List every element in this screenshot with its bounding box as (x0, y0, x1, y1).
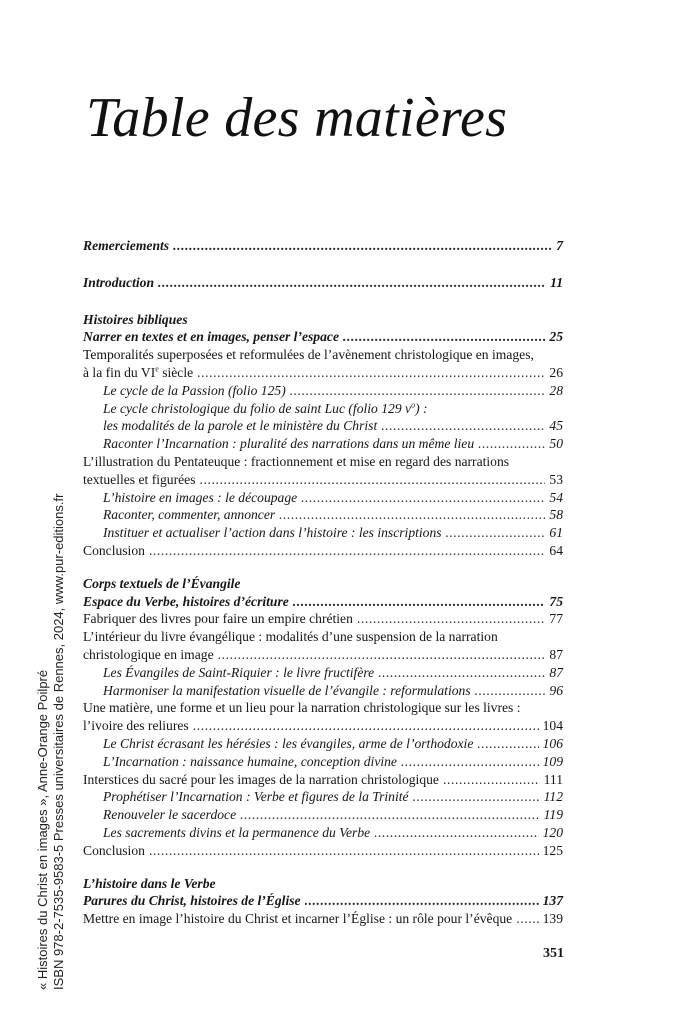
toc-chapter[interactable] (83, 328, 563, 346)
page-title: Table des matières (86, 87, 508, 149)
dot-leader (378, 664, 545, 682)
toc-entry-introduction[interactable] (83, 274, 563, 292)
toc-entry-label: Narrer en textes et en images, penser l’espace (83, 329, 339, 345)
page-number: 351 (543, 946, 564, 961)
toc-section[interactable] (83, 771, 563, 789)
toc-page-number: 104 (542, 718, 563, 734)
toc-entry-label: Parures du Christ, histoires de l’Église (83, 893, 301, 909)
toc-section-line1: L’intérieur du livre évangélique : modalités d’une suspension de la narration (83, 629, 498, 645)
dot-leader (158, 274, 546, 292)
toc-entry-label: à la fin du VIe siècle (83, 364, 194, 380)
toc-section-line1: Temporalités superposées et reformulées de l’avènement christologique en images, (83, 347, 534, 363)
toc-section[interactable] (83, 610, 563, 628)
toc-page-number: 26 (549, 364, 563, 380)
toc-page-number: 87 (549, 664, 563, 680)
dot-leader (293, 593, 546, 611)
dot-leader (516, 910, 538, 928)
toc-section[interactable] (83, 364, 563, 382)
part-heading: Corps textuels de l’Évangile (83, 575, 241, 591)
toc-chapter[interactable] (83, 892, 563, 910)
toc-subsection[interactable] (83, 664, 563, 682)
dot-leader (374, 824, 538, 842)
toc-entry-label: Introduction (83, 274, 155, 290)
dot-leader (443, 771, 540, 789)
toc-entry-label: Conclusion (83, 842, 145, 858)
toc-subsection[interactable] (83, 806, 563, 824)
toc-subsection[interactable] (83, 824, 563, 842)
toc-page-number: 111 (543, 771, 563, 787)
dot-leader (197, 364, 545, 382)
toc-entry-label: Prophétiser l’Incarnation : Verbe et figures de la Trinité (103, 789, 409, 805)
dot-leader (478, 435, 545, 453)
toc-entry-label: Interstices du sacré pour les images de la narration christologique (83, 771, 439, 787)
toc-section[interactable] (83, 717, 563, 735)
toc-conclusion[interactable] (83, 542, 563, 560)
toc-subsection[interactable] (83, 753, 563, 771)
part-heading: Histoires bibliques (83, 311, 188, 327)
toc-page-number: 112 (543, 789, 563, 805)
toc-entry-label: textuelles et figurées (83, 471, 196, 487)
toc-subsection[interactable] (83, 682, 563, 700)
dot-leader (446, 524, 546, 542)
dot-leader (301, 489, 545, 507)
toc-entry-label: Conclusion (83, 542, 145, 558)
toc-page-number: 53 (549, 471, 563, 487)
dot-leader (193, 717, 539, 735)
dot-leader (290, 382, 546, 400)
toc-entry-label: christologique en image (83, 646, 214, 662)
dot-leader (173, 237, 552, 255)
dot-leader (475, 682, 546, 700)
toc-section[interactable] (83, 471, 563, 489)
toc-entry-label: Instituer et actualiser l’action dans l’histoire : les inscriptions (103, 525, 442, 541)
dot-leader (149, 842, 539, 860)
toc-page-number: 75 (549, 593, 563, 609)
dot-leader (149, 542, 545, 560)
toc-page-number: 77 (549, 611, 563, 627)
toc-page-number: 106 (542, 735, 563, 751)
toc-entry-label: Raconter l’Incarnation : pluralité des narrations dans un même lieu (103, 436, 475, 452)
isbn-publisher-line: ISBN 978-2-7535-9583-5 Presses universitaires de Rennes, 2024, www.pur-editions.fr (51, 493, 66, 990)
toc-page-number: 137 (542, 893, 563, 909)
toc-entry-remerciements[interactable] (83, 237, 563, 255)
toc-page-number: 45 (549, 418, 563, 434)
toc-subsection[interactable] (83, 435, 563, 453)
book-author-line: « Histoires du Christ en images », Anne-Orange Poilpré (35, 669, 50, 990)
toc-entry-label: Remerciements (83, 238, 170, 253)
table-of-contents (83, 237, 563, 928)
toc-page-number: 125 (542, 842, 563, 858)
toc-page-number: 87 (549, 646, 563, 662)
toc-entry-label: Fabriquer des livres pour faire un empire chrétien (83, 611, 353, 627)
toc-page-number: 11 (550, 274, 563, 290)
dot-leader (477, 735, 538, 753)
toc-page-number: 139 (542, 911, 563, 927)
toc-entry-label: Le Christ écrasant les hérésies : les évangiles, arme de l’orthodoxie (103, 735, 474, 751)
toc-page-number: 54 (549, 489, 563, 505)
toc-section[interactable] (83, 646, 563, 664)
toc-page-number: 109 (542, 753, 563, 769)
toc-subsection[interactable] (83, 382, 563, 400)
toc-subsection-line1: Le cycle christologique du folio de saint Luc (folio 129 $v^o$) : (103, 400, 428, 416)
toc-entry-label: Les Évangiles de Saint-Riquier : le livre fructifère (103, 664, 375, 680)
dot-leader (279, 506, 545, 524)
toc-page-number: 58 (549, 507, 563, 523)
dot-leader (305, 892, 539, 910)
dot-leader (401, 753, 539, 771)
toc-page-number: 25 (549, 329, 563, 345)
toc-entry-label: L’histoire en images : le découpage (103, 489, 298, 505)
toc-entry-label: L’Incarnation : naissance humaine, conception divine (103, 753, 397, 769)
toc-entry-label: Mettre en image l’histoire du Christ et incarner l’Église : un rôle pour l’évêque (83, 911, 513, 927)
toc-page-number: 120 (542, 824, 563, 840)
toc-section-line1: L’illustration du Pentateuque : fractionnement et mise en regard des narrations (83, 453, 510, 469)
toc-entry-label: Espace du Verbe, histoires d’écriture (83, 593, 289, 609)
toc-entry-label: l’ivoire des reliures (83, 718, 189, 734)
part-heading: L’histoire dans le Verbe (83, 875, 216, 891)
toc-entry-label: Le cycle de la Passion (folio 125) (103, 382, 286, 398)
toc-entry-label: les modalités de la parole et le ministère du Christ (103, 418, 378, 434)
toc-subsection[interactable] (83, 489, 563, 507)
toc-page-number: 28 (549, 382, 563, 398)
toc-subsection[interactable] (83, 735, 563, 753)
toc-entry-label: Raconter, commenter, annoncer (103, 507, 276, 523)
toc-subsection[interactable] (83, 417, 563, 435)
toc-subsection[interactable] (83, 506, 563, 524)
dot-leader (357, 610, 546, 628)
dot-leader (199, 471, 545, 489)
toc-subsection[interactable] (83, 524, 563, 542)
dot-leader (343, 328, 545, 346)
toc-entry-label: Les sacrements divins et la permanence du Verbe (103, 824, 371, 840)
dot-leader (381, 417, 545, 435)
toc-chapter[interactable] (83, 593, 563, 611)
toc-section-line1: Une matière, une forme et un lieu pour la narration christologique sur les livres : (83, 700, 521, 716)
toc-page-number: 96 (549, 682, 563, 698)
dot-leader (240, 806, 540, 824)
toc-section[interactable] (83, 910, 563, 928)
toc-page-number: 61 (549, 525, 563, 541)
dot-leader (218, 646, 546, 664)
toc-conclusion[interactable] (83, 842, 563, 860)
toc-page-number: 64 (549, 542, 563, 558)
dot-leader (413, 788, 540, 806)
toc-page-number: 50 (549, 436, 563, 452)
toc-entry-label: Renouveler le sacerdoce (103, 807, 237, 823)
toc-subsection[interactable] (83, 788, 563, 806)
toc-entry-label: Harmoniser la manifestation visuelle de l’évangile : reformulations (103, 682, 471, 698)
toc-page-number: 7 (556, 238, 563, 253)
toc-page-number: 119 (543, 807, 563, 823)
